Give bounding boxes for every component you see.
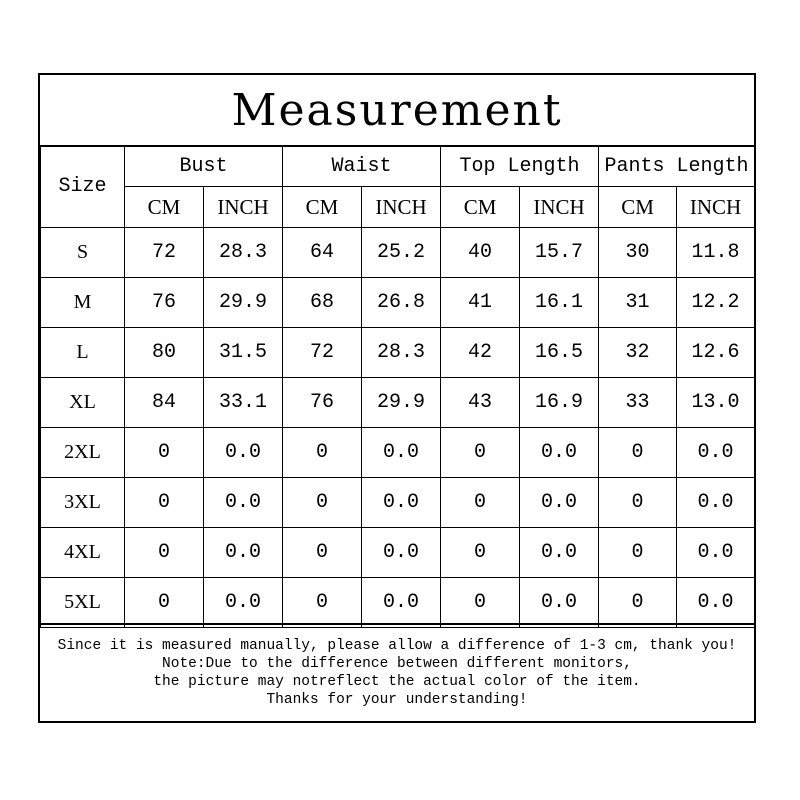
table-cell: 0	[125, 478, 204, 528]
table-cell: 0	[441, 478, 520, 528]
table-cell: 0	[125, 428, 204, 478]
table-cell: 0.0	[362, 528, 441, 578]
table-cell: 29.9	[362, 378, 441, 428]
table-cell: 76	[283, 378, 362, 428]
unit-cm: CM	[441, 187, 520, 228]
size-cell: L	[41, 328, 125, 378]
table-cell: 0.0	[677, 578, 755, 628]
table-cell: 40	[441, 228, 520, 278]
table-cell: 0	[441, 428, 520, 478]
table-cell: 0.0	[204, 428, 283, 478]
table-cell: 0.0	[362, 478, 441, 528]
size-header: Size	[41, 146, 125, 228]
note-line: Note:Due to the difference between different monitors,	[162, 656, 632, 672]
table-cell: 43	[441, 378, 520, 428]
table-cell: 72	[283, 328, 362, 378]
table-cell: 0	[599, 428, 677, 478]
unit-inch: INCH	[677, 187, 755, 228]
table-row	[41, 378, 755, 428]
table-cell: 0	[441, 578, 520, 628]
table-cell: 12.6	[677, 328, 755, 378]
table-cell: 0	[441, 528, 520, 578]
table-cell: 0.0	[204, 478, 283, 528]
measurement-chart	[38, 73, 756, 723]
unit-inch: INCH	[204, 187, 283, 228]
table-row	[41, 478, 755, 528]
size-table	[40, 145, 755, 628]
size-cell: S	[41, 228, 125, 278]
header-bust: Bust	[125, 146, 283, 187]
table-cell: 0.0	[204, 578, 283, 628]
table-cell: 0	[125, 528, 204, 578]
unit-inch: INCH	[520, 187, 599, 228]
table-cell: 28.3	[362, 328, 441, 378]
table-cell: 80	[125, 328, 204, 378]
unit-cm: CM	[283, 187, 362, 228]
unit-cm: CM	[125, 187, 204, 228]
table-cell: 12.2	[677, 278, 755, 328]
table-cell: 0	[283, 578, 362, 628]
table-cell: 0.0	[520, 528, 599, 578]
table-row	[41, 228, 755, 278]
note-line: the picture may notreflect the actual color of the item.	[153, 674, 641, 690]
table-cell: 42	[441, 328, 520, 378]
size-cell: M	[41, 278, 125, 328]
table-cell: 13.0	[677, 378, 755, 428]
table-cell: 0	[599, 528, 677, 578]
table-body	[41, 228, 755, 628]
table-cell: 11.8	[677, 228, 755, 278]
size-cell: 5XL	[41, 578, 125, 628]
unit-inch: INCH	[362, 187, 441, 228]
size-cell: 3XL	[41, 478, 125, 528]
table-cell: 0	[125, 578, 204, 628]
table-cell: 0.0	[362, 578, 441, 628]
note-line: Thanks for your understanding!	[266, 692, 528, 708]
table-cell: 33	[599, 378, 677, 428]
table-cell: 72	[125, 228, 204, 278]
table-cell: 16.5	[520, 328, 599, 378]
table-cell: 0.0	[677, 528, 755, 578]
table-cell: 26.8	[362, 278, 441, 328]
table-cell: 33.1	[204, 378, 283, 428]
table-cell: 0.0	[520, 428, 599, 478]
table-row	[41, 328, 755, 378]
table-row	[41, 278, 755, 328]
size-cell: 2XL	[41, 428, 125, 478]
table-row	[41, 428, 755, 478]
header-waist: Waist	[283, 146, 441, 187]
table-cell: 31.5	[204, 328, 283, 378]
note-box	[40, 623, 754, 721]
unit-cm: CM	[599, 187, 677, 228]
table-cell: 31	[599, 278, 677, 328]
table-cell: 16.9	[520, 378, 599, 428]
table-cell: 29.9	[204, 278, 283, 328]
table-cell: 16.1	[520, 278, 599, 328]
size-cell: 4XL	[41, 528, 125, 578]
table-cell: 0	[283, 428, 362, 478]
table-cell: 0.0	[520, 578, 599, 628]
table-cell: 0.0	[677, 428, 755, 478]
header-row-groups	[41, 146, 755, 187]
table-cell: 64	[283, 228, 362, 278]
table-cell: 32	[599, 328, 677, 378]
header-top-length: Top Length	[441, 146, 599, 187]
table-row	[41, 528, 755, 578]
table-cell: 76	[125, 278, 204, 328]
table-cell: 25.2	[362, 228, 441, 278]
table-cell: 0.0	[520, 478, 599, 528]
table-cell: 0	[283, 528, 362, 578]
size-cell: XL	[41, 378, 125, 428]
table-cell: 28.3	[204, 228, 283, 278]
table-cell: 0.0	[362, 428, 441, 478]
header-pants-length: Pants Length	[599, 146, 755, 187]
table-cell: 0.0	[204, 528, 283, 578]
table-cell: 68	[283, 278, 362, 328]
table-cell: 0	[599, 578, 677, 628]
header-row-units	[41, 187, 755, 228]
page-title: Measurement	[40, 75, 754, 147]
table-cell: 0	[283, 478, 362, 528]
table-cell: 30	[599, 228, 677, 278]
table-cell: 0	[599, 478, 677, 528]
table-row	[41, 578, 755, 628]
table-cell: 15.7	[520, 228, 599, 278]
table-cell: 41	[441, 278, 520, 328]
note-line: Since it is measured manually, please allow a difference of 1-3 cm, thank you!	[57, 638, 737, 654]
table-cell: 0.0	[677, 478, 755, 528]
table-cell: 84	[125, 378, 204, 428]
